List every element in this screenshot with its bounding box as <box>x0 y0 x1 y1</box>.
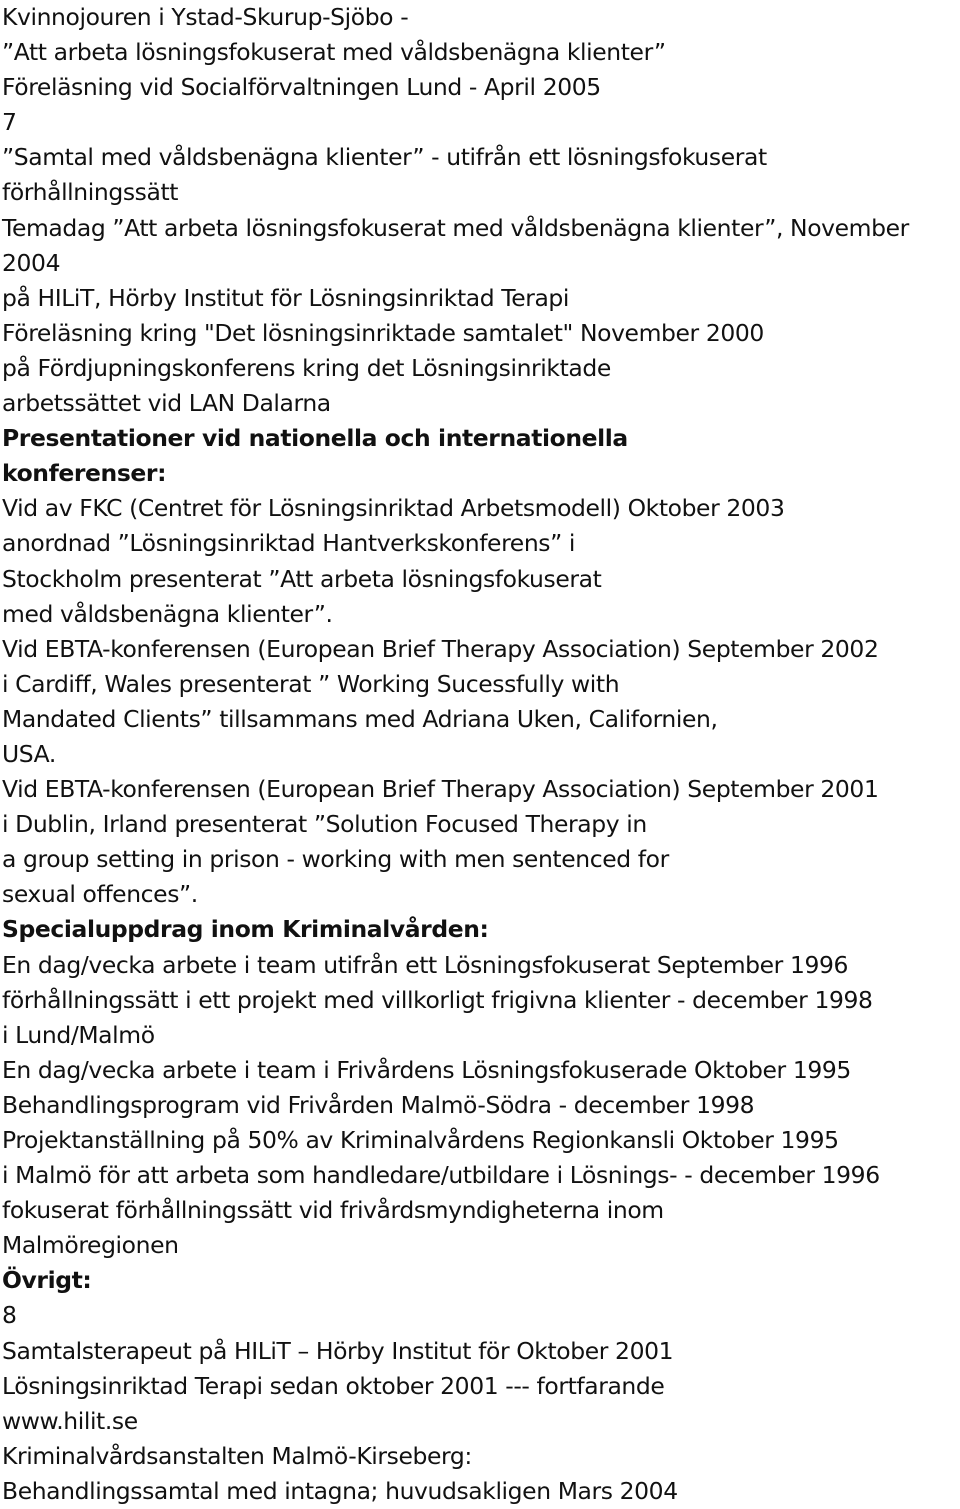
text-line: i Dublin, Irland presenterat ”Solution Focused Therapy in <box>2 810 647 839</box>
text-line: Vid EBTA-konferensen (European Brief Therapy Association) September 2002 <box>2 634 879 663</box>
text-line: Behandlingsprogram vid Frivården Malmö-Södra - december 1998 <box>2 1090 755 1119</box>
text-line: 2004 <box>2 248 61 277</box>
text-line: USA. <box>2 739 56 768</box>
text-line: ”Samtal med våldsbenägna klienter” - utifrån ett lösningsfokuserat <box>2 143 767 172</box>
text-line: med våldsbenägna klienter”. <box>2 599 333 628</box>
text-line: Vid EBTA-konferensen (European Brief Therapy Association) September 2001 <box>2 775 879 804</box>
text-line: En dag/vecka arbete i team i Frivårdens Lösningsfokuserade Oktober 1995 <box>2 1055 851 1084</box>
text-line: Föreläsning vid Socialförvaltningen Lund - April 2005 <box>2 73 601 102</box>
text-line: Temadag ”Att arbeta lösningsfokuserat med våldsbenägna klienter”, November <box>2 213 909 242</box>
text-line: Malmöregionen <box>2 1231 179 1260</box>
text-line: på HILiT, Hörby Institut för Lösningsinriktad Terapi <box>2 283 570 312</box>
text-line: www.hilit.se <box>2 1406 138 1435</box>
text-line: arbetssättet vid LAN Dalarna <box>2 389 331 418</box>
text-line: Kvinnojouren i Ystad-Skurup-Sjöbo - <box>2 3 409 31</box>
text-line: Samtalsterapeut på HILiT – Hörby Institut för Oktober 2001 <box>2 1336 674 1365</box>
text-line: fokuserat förhållningssätt vid frivårdsmyndigheterna inom <box>2 1196 664 1225</box>
text-line: Kriminalvårdsanstalten Malmö-Kirseberg: <box>2 1441 472 1470</box>
text-line: i Malmö för att arbeta som handledare/utbildare i Lösnings- - december 1996 <box>2 1161 880 1190</box>
text-line: anordnad ”Lösningsinriktad Hantverkskonferens” i <box>2 529 576 558</box>
text-line: Projektanställning på 50% av Kriminalvårdens Regionkansli Oktober 1995 <box>2 1126 839 1154</box>
text-line: Mandated Clients” tillsammans med Adriana Uken, Californien, <box>2 704 718 733</box>
section-heading-line: Övrigt: <box>2 1266 92 1295</box>
text-line: En dag/vecka arbete i team utifrån ett Lösningsfokuserat September 1996 <box>2 950 849 979</box>
text-line: 8 <box>2 1301 17 1330</box>
text-line: 7 <box>2 108 17 137</box>
text-line: Stockholm presenterat ”Att arbeta lösningsfokuserat <box>2 564 602 593</box>
text-line: på Fördjupningskonferens kring det Lösningsinriktade <box>2 353 611 382</box>
text-line: i Lund/Malmö <box>2 1020 155 1049</box>
text-line: Föreläsning kring "Det lösningsinriktade samtalet" November 2000 <box>2 318 764 347</box>
text-line: förhållningssätt <box>2 178 179 207</box>
text-line: Vid av FKC (Centret för Lösningsinriktad Arbetsmodell) Oktober 2003 <box>2 494 785 523</box>
section-heading-line: Presentationer vid nationella och internationella <box>2 424 628 453</box>
text-line: sexual offences”. <box>2 880 198 909</box>
section-heading-line: konferenser: <box>2 459 167 488</box>
section-heading-line: Specialuppdrag inom Kriminalvården: <box>2 915 489 944</box>
text-line: i Cardiff, Wales presenterat ” Working Sucessfully with <box>2 669 620 698</box>
text-line: Behandlingssamtal med intagna; huvudsakligen Mars 2004 <box>2 1476 678 1505</box>
text-line: Lösningsinriktad Terapi sedan oktober 2001 --- fortfarande <box>2 1371 665 1400</box>
text-line: förhållningssätt i ett projekt med villkorligt frigivna klienter - december 1998 <box>2 985 873 1014</box>
text-line: ”Att arbeta lösningsfokuserat med våldsbenägna klienter” <box>2 38 666 67</box>
text-line: a group setting in prison - working with men sentenced for <box>2 845 669 874</box>
